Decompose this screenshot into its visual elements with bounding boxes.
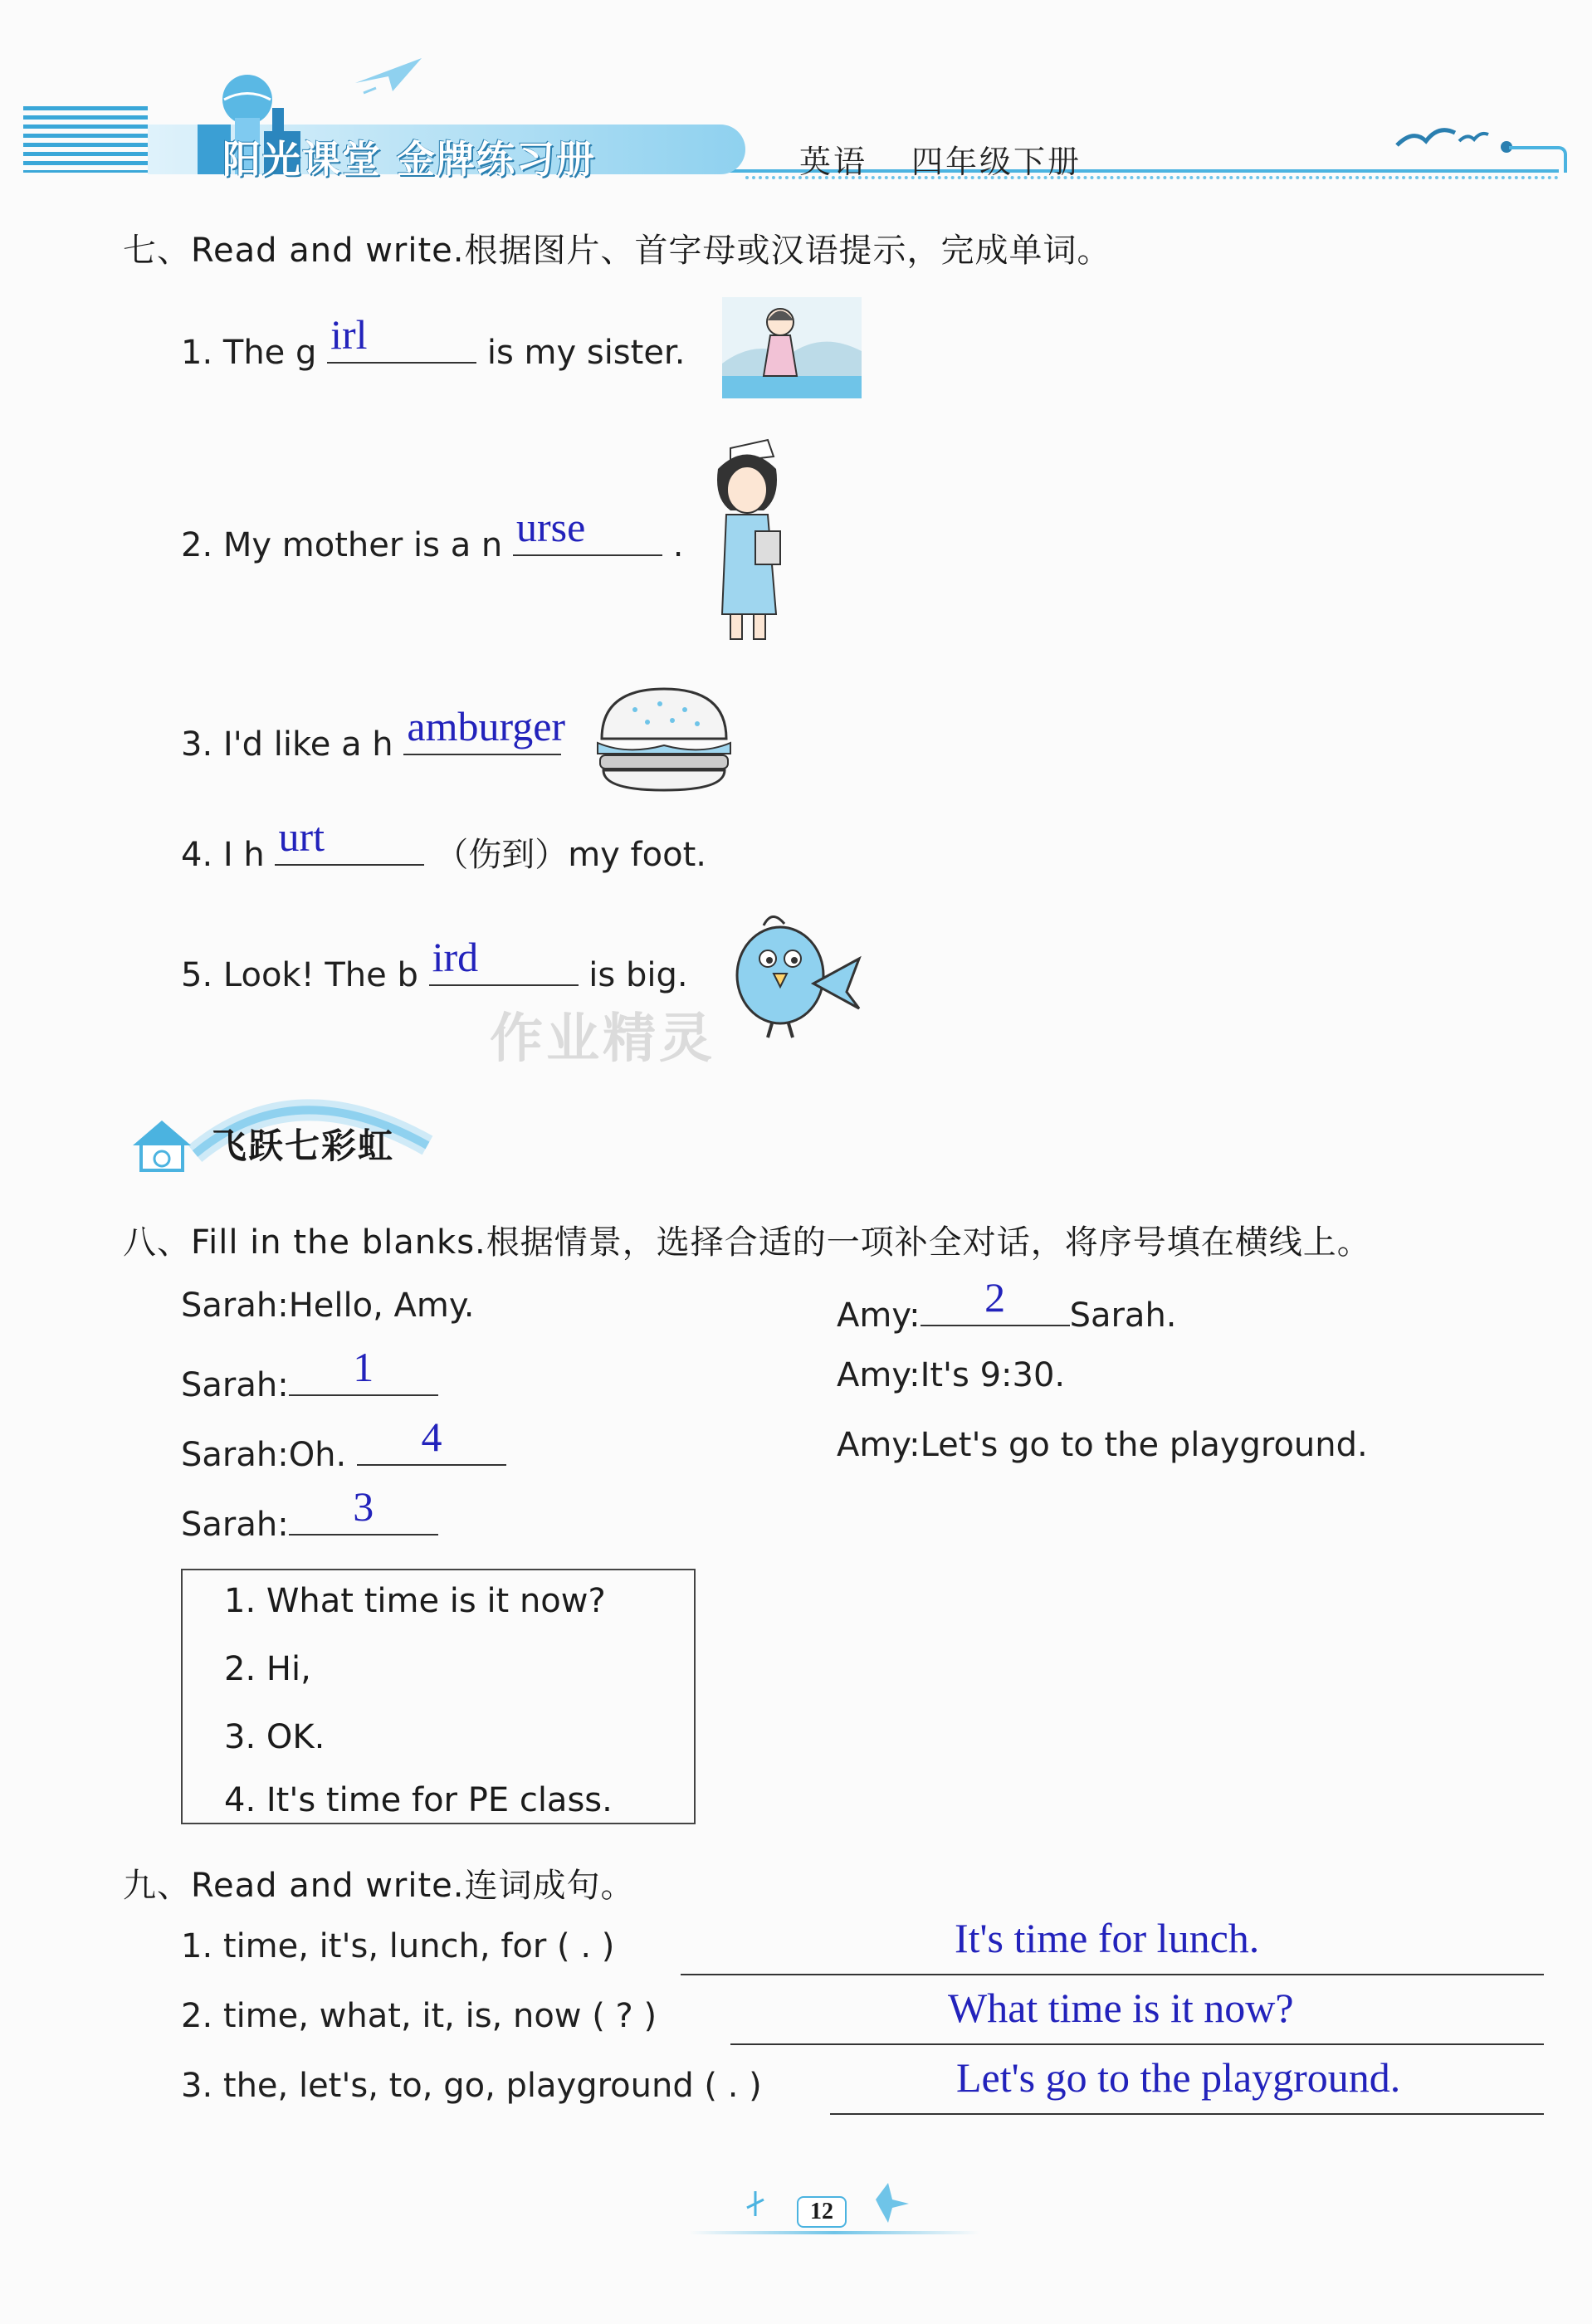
s8-left-2 xyxy=(181,1344,438,1404)
s8-blank-2[interactable] xyxy=(921,1274,1070,1326)
speaker: Sarah: xyxy=(181,1436,289,1474)
s8-answer-3: 4 xyxy=(421,1413,442,1460)
nurse-illustration xyxy=(697,432,805,652)
s9-prompt-3: 3. the, let's, to, go, playground ( . ) xyxy=(181,2067,762,2105)
q7-2-number: 2. xyxy=(181,526,213,564)
s8-right-3 xyxy=(837,1426,1368,1464)
seagulls-icon xyxy=(1393,108,1492,158)
header-stripes xyxy=(23,106,148,173)
q7-5-answer: ird xyxy=(432,934,479,980)
options-box xyxy=(181,1569,696,1824)
q7-4-blank[interactable] xyxy=(275,813,424,866)
s8-answer-4: 3 xyxy=(353,1483,374,1530)
s8-left-1 xyxy=(181,1286,475,1325)
speaker: Amy: xyxy=(837,1356,921,1394)
s9-prompt-2: 2. time, what, it, is, now ( ? ) xyxy=(181,1997,657,2035)
section-7-heading: 七、Read and write.根据图片、首字母或汉语提示，完成单词。 xyxy=(123,232,1111,270)
speaker: Sarah: xyxy=(181,1286,289,1325)
q7-2-text: My mother is a n xyxy=(222,526,503,564)
q7-4-number: 4. xyxy=(181,836,213,874)
option-3: 3. OK. xyxy=(224,1718,325,1756)
paper-plane-icon xyxy=(347,50,430,100)
q7-4-after: （伤到）my foot. xyxy=(435,836,706,874)
s8-blank-3[interactable] xyxy=(357,1413,506,1466)
q7-5-text: Look! The b xyxy=(222,956,418,994)
watermark: 作业精灵 xyxy=(490,1008,715,1070)
series-title: 阳光课堂 金牌练习册 xyxy=(222,137,597,182)
subject-label: 英语 xyxy=(799,144,868,180)
q7-3-answer: amburger xyxy=(407,703,566,749)
hamburger-illustration xyxy=(593,681,735,797)
s8-left-4 xyxy=(181,1483,438,1544)
q7-2 xyxy=(181,504,684,564)
dialogue-text: Oh. xyxy=(288,1436,347,1474)
q7-2-answer: urse xyxy=(516,504,586,550)
section-banner xyxy=(129,1079,461,1179)
q7-5 xyxy=(181,934,688,994)
s9-answer-2: What time is it now? xyxy=(948,1985,1294,2031)
s8-left-3 xyxy=(181,1413,506,1474)
q7-2-blank[interactable] xyxy=(513,504,662,556)
section-8-heading: 八、Fill in the blanks.根据情景，选择合适的一项补全对话，将序号填在横线上。 xyxy=(123,1223,1371,1262)
s9-answer-3: Let's go to the playground. xyxy=(956,2054,1401,2101)
bird-illustration xyxy=(722,901,863,1042)
s9-prompt-1: 1. time, it's, lunch, for ( . ) xyxy=(181,1927,615,1965)
q7-4 xyxy=(181,813,706,876)
dialogue-text: Let's go to the playground. xyxy=(920,1426,1368,1464)
dialogue-text: Hello, Amy. xyxy=(288,1286,475,1325)
speaker: Sarah: xyxy=(181,1506,289,1544)
q7-5-after: is big. xyxy=(588,956,688,994)
page-header xyxy=(23,66,1550,191)
s8-answer-2: 2 xyxy=(984,1274,1006,1321)
dialogue-text: Sarah. xyxy=(1069,1296,1177,1335)
option-2: 2. Hi, xyxy=(224,1650,311,1688)
q7-2-after: . xyxy=(672,526,684,564)
footer-rule xyxy=(689,2231,979,2234)
s8-blank-4[interactable] xyxy=(289,1483,438,1536)
q7-4-text: I h xyxy=(222,836,265,874)
s8-blank-1[interactable] xyxy=(289,1344,438,1396)
q7-1-number: 1. xyxy=(181,334,213,372)
option-4: 4. It's time for PE class. xyxy=(224,1781,613,1819)
q7-1-answer: irl xyxy=(330,311,368,358)
s8-answer-1: 1 xyxy=(353,1344,374,1390)
page-number: 12 xyxy=(797,2196,847,2228)
q7-3 xyxy=(181,703,566,764)
s9-answer-1: It's time for lunch. xyxy=(955,1915,1260,1961)
q7-4-answer: urt xyxy=(278,813,325,860)
grade-label: 四年级下册 xyxy=(911,144,1082,180)
banner-title: 飞跃七彩虹 xyxy=(212,1125,395,1166)
section-9-heading: 九、Read and write.连词成句。 xyxy=(123,1867,635,1905)
q7-3-blank[interactable] xyxy=(403,703,566,755)
speaker: Amy: xyxy=(837,1426,921,1464)
q7-3-text: I'd like a h xyxy=(222,725,393,764)
speaker: Sarah: xyxy=(181,1366,289,1404)
s8-right-2 xyxy=(837,1356,1065,1394)
girl-illustration xyxy=(722,297,862,398)
q7-5-blank[interactable] xyxy=(429,934,579,986)
q7-1-blank[interactable] xyxy=(327,311,476,364)
q7-3-number: 3. xyxy=(181,725,213,764)
q7-1-text: The g xyxy=(222,334,317,372)
s8-right-1 xyxy=(837,1274,1177,1335)
q7-1-after: is my sister. xyxy=(486,334,686,372)
q7-5-number: 5. xyxy=(181,956,213,994)
option-1: 1. What time is it now? xyxy=(224,1582,606,1620)
header-end-bracket xyxy=(1509,146,1567,173)
dialogue-text: It's 9:30. xyxy=(920,1356,1066,1394)
speaker: Amy: xyxy=(837,1296,921,1335)
q7-1 xyxy=(181,311,686,372)
